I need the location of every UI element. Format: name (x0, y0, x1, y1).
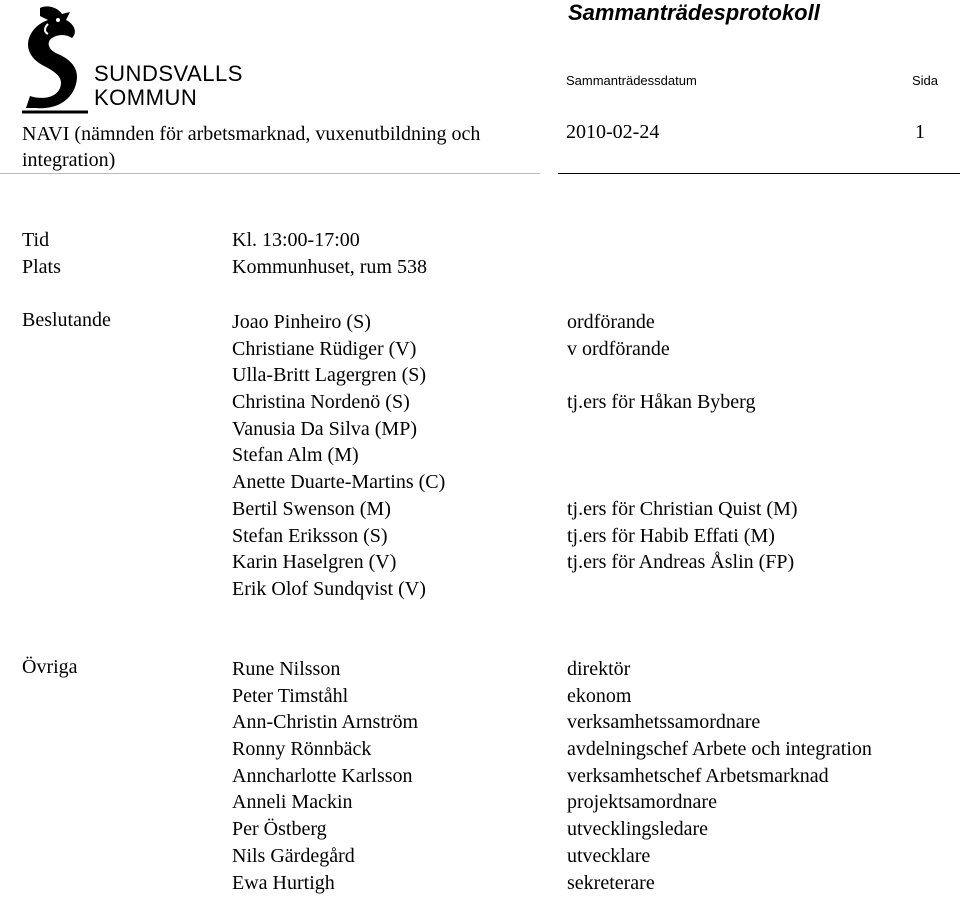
attendee-role: sekreterare (567, 871, 655, 894)
member-role: tj.ers för Håkan Byberg (567, 391, 756, 414)
member-role: tj.ers för Andreas Åslin (FP) (567, 551, 795, 574)
attendee-name: Rune Nilsson (232, 658, 341, 680)
attendee-name: Nils Gärdegård (232, 844, 355, 867)
member-name: Anette Duarte-Martins (C) (232, 471, 446, 494)
attendee-name: Anneli Mackin (232, 791, 353, 814)
attendee-role: ekonom (567, 684, 632, 707)
member-name: Stefan Alm (M) (232, 444, 359, 467)
member-role: tj.ers för Christian Quist (M) (567, 497, 798, 520)
attendee-role: avdelningschef Arbete och integration (567, 738, 872, 761)
ovriga-roles (567, 656, 872, 896)
attendee-role: verksamhetssamordnare (567, 711, 761, 734)
attendee-name: Ronny Rönnbäck (232, 738, 372, 761)
member-name: Erik Olof Sundqvist (V) (232, 577, 426, 600)
attendee-role: verksamhetschef Arbetsmarknad (567, 764, 829, 787)
meeting-date: 2010-02-24 (566, 121, 660, 143)
time-value: Kl. 13:00-17:00 (232, 229, 360, 251)
member-role (567, 362, 798, 389)
attendee-role: projektsamordnare (567, 791, 717, 814)
member-name: Joao Pinheiro (S) (232, 311, 371, 333)
beslutande-label: Beslutande (22, 309, 111, 331)
attendee-name: Ewa Hurtigh (232, 871, 335, 894)
page-number: 1 (915, 121, 925, 143)
member-role (567, 576, 798, 603)
ovriga-names (232, 656, 418, 896)
beslutande-roles (567, 309, 798, 603)
member-name: Ulla-Britt Lagergren (S) (232, 364, 427, 387)
member-role: ordförande (567, 311, 655, 333)
member-name: Christina Nordenö (S) (232, 391, 410, 414)
attendee-name: Ann-Christin Arnström (232, 711, 419, 734)
page-label: Sida (912, 73, 939, 88)
member-name: Karin Haselgren (V) (232, 551, 397, 574)
place-value: Kommunhuset, rum 538 (232, 256, 427, 278)
member-role (567, 416, 798, 443)
member-role: tj.ers för Habib Effati (M) (567, 524, 775, 547)
attendee-name: Anncharlotte Karlsson (232, 764, 413, 787)
attendee-name: Per Östberg (232, 818, 327, 841)
member-role: v ordförande (567, 337, 670, 360)
attendee-role: utvecklingsledare (567, 818, 709, 841)
member-role (567, 442, 798, 469)
date-label: Sammanträdessdatum (566, 73, 697, 88)
member-name: Bertil Swenson (M) (232, 497, 391, 520)
attendee-name: Peter Timståhl (232, 684, 349, 707)
committee-name: NAVI (nämnden för arbetsmarknad, vuxenutbildning och integration) (22, 123, 481, 171)
time-label: Tid (22, 229, 50, 251)
member-name: Vanusia Da Silva (MP) (232, 417, 417, 440)
place-label: Plats (22, 256, 61, 278)
ovriga-label: Övriga (22, 656, 78, 678)
beslutande-names (232, 309, 445, 603)
member-name: Christiane Rüdiger (V) (232, 337, 417, 360)
attendee-role: direktör (567, 658, 631, 680)
member-role (567, 469, 798, 496)
header-divider-right (558, 173, 960, 174)
sundsvalls-kommun-logo (18, 4, 258, 116)
member-name: Stefan Eriksson (S) (232, 524, 388, 547)
attendee-role: utvecklare (567, 844, 651, 867)
org-name-line1: SUNDSVALLS (94, 61, 243, 86)
org-name-line2: KOMMUN (94, 85, 198, 110)
header-divider-left (0, 173, 540, 174)
document-title: Sammanträdesprotokoll (568, 0, 820, 25)
